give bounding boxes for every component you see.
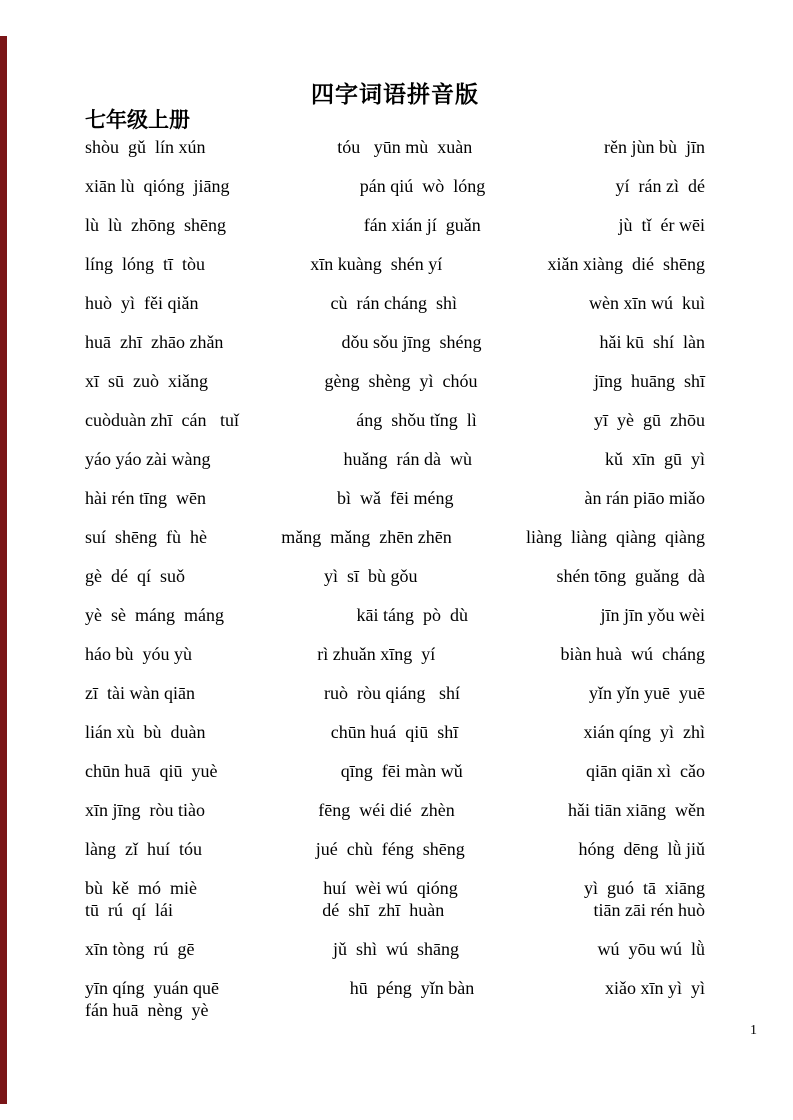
pinyin-phrase: líng lóng tī tòu [85, 254, 206, 274]
pinyin-phrase: yí rán zì dé [615, 176, 705, 196]
pinyin-phrase: yè sè máng máng [85, 605, 224, 625]
pinyin-phrase: qiān qiān xì cǎo [586, 761, 705, 781]
pinyin-phrase: rì zhuǎn xīng yí [317, 644, 436, 664]
pinyin-row [85, 760, 705, 782]
pinyin-row [85, 838, 705, 860]
pinyin-phrase: mǎng mǎng zhēn zhēn [281, 527, 452, 547]
pinyin-phrase: tiān zāi rén huò [593, 900, 705, 920]
pinyin-phrase: yì guó tā xiāng [584, 878, 705, 898]
pinyin-phrase: lù lù zhōng shēng [85, 215, 226, 235]
pinyin-phrase: pán qiú wò lóng [359, 176, 486, 196]
pinyin-row [85, 977, 705, 999]
pinyin-phrase: yì sī bù gǒu [323, 566, 418, 586]
pinyin-phrase: àn rán piāo miǎo [584, 488, 705, 508]
pinyin-phrase: yáo yáo zài wàng [85, 449, 211, 469]
pinyin-phrase: gè dé qí suǒ [85, 566, 185, 586]
pinyin-word-list [85, 136, 705, 1021]
pinyin-phrase: fán xián jí guǎn [363, 215, 481, 235]
pinyin-row [85, 448, 705, 470]
pinyin-phrase: jīn jīn yǒu wèi [600, 605, 705, 625]
pinyin-row [85, 253, 705, 275]
pinyin-phrase: huò yì fěi qiǎn [85, 293, 199, 313]
pinyin-row [85, 877, 705, 899]
pinyin-phrase: kāi táng pò dù [356, 605, 468, 625]
pinyin-row [85, 604, 705, 626]
pinyin-row [85, 409, 705, 431]
pinyin-phrase: xiān lù qióng jiāng [85, 176, 230, 196]
page-edge-strip [0, 36, 7, 1104]
pinyin-phrase: làng zǐ huí tóu [85, 839, 202, 859]
pinyin-row [85, 643, 705, 665]
pinyin-phrase: qīng fēi màn wǔ [340, 761, 463, 781]
pinyin-row [85, 136, 705, 158]
page-content [85, 80, 705, 1021]
pinyin-phrase: hū péng yǐn bàn [349, 978, 475, 998]
pinyin-row [85, 799, 705, 821]
pinyin-phrase: xī sū zuò xiǎng [85, 371, 208, 391]
pinyin-row [85, 682, 705, 704]
pinyin-row [85, 721, 705, 743]
pinyin-phrase: dǒu sǒu jīng shéng [341, 332, 482, 352]
pinyin-phrase: suí shēng fù hè [85, 527, 207, 547]
pinyin-phrase: xiǎo xīn yì yì [605, 978, 705, 998]
pinyin-phrase: bù kě mó miè [85, 878, 197, 898]
pinyin-phrase: yī yè gū zhōu [594, 410, 705, 430]
section-heading: 七年级上册 [85, 109, 190, 132]
pinyin-phrase: fán huā nèng yè [85, 1000, 209, 1020]
pinyin-phrase: ruò ròu qiáng shí [324, 683, 460, 703]
pinyin-row [85, 565, 705, 587]
pinyin-phrase: chūn huá qiū shī [330, 722, 459, 742]
pinyin-phrase: lián xù bù duàn [85, 722, 206, 742]
pinyin-phrase: fēng wéi dié zhèn [318, 800, 455, 820]
pinyin-phrase: xiǎn xiàng dié shēng [547, 254, 705, 274]
pinyin-phrase: jīng huāng shī [593, 371, 705, 391]
pinyin-phrase: hóng dēng lǜ jiǔ [578, 839, 705, 859]
pinyin-phrase: huí wèi wú qióng [323, 878, 458, 898]
pinyin-phrase: xián qíng yì zhì [583, 722, 705, 742]
pinyin-phrase: jué chù féng shēng [315, 839, 465, 859]
pinyin-phrase: bì wǎ fēi méng [337, 488, 454, 508]
pinyin-row [85, 938, 705, 960]
pinyin-phrase: shén tōng guǎng dà [556, 566, 705, 586]
pinyin-row [85, 999, 705, 1021]
pinyin-phrase: cuòduàn zhī cán tuǐ [85, 410, 239, 430]
pinyin-phrase: yǐn yǐn yuē yuē [589, 683, 705, 703]
pinyin-phrase: xīn tòng rú gē [85, 939, 195, 959]
pinyin-phrase: wèn xīn wú kuì [588, 293, 705, 313]
pinyin-phrase: xīn kuàng shén yí [310, 254, 443, 274]
pinyin-phrase: huǎng rán dà wù [343, 449, 472, 469]
pinyin-phrase: rěn jùn bù jīn [603, 137, 705, 157]
pinyin-phrase: kǔ xīn gū yì [604, 449, 705, 469]
pinyin-phrase: yīn qíng yuán quē [85, 978, 219, 998]
pinyin-row [85, 487, 705, 509]
pinyin-phrase: gèng shèng yì chóu [324, 371, 478, 391]
pinyin-phrase: zī tài wàn qiān [85, 683, 195, 703]
page-number: 1 [750, 1023, 757, 1038]
pinyin-phrase: tóu yūn mù xuàn [337, 137, 473, 157]
pinyin-phrase: hài rén tīng wēn [85, 488, 206, 508]
pinyin-phrase: chūn huā qiū yuè [85, 761, 218, 781]
pinyin-row [85, 899, 705, 921]
pinyin-phrase: huā zhī zhāo zhǎn [85, 332, 224, 352]
pinyin-phrase: hǎi tiān xiāng wěn [568, 800, 705, 820]
pinyin-phrase: cù rán cháng shì [330, 293, 457, 313]
pinyin-phrase: jǔ shì wú shāng [333, 939, 459, 959]
pinyin-row [85, 526, 705, 548]
pinyin-row [85, 214, 705, 236]
pinyin-phrase: tū rú qí lái [85, 900, 173, 920]
pinyin-phrase: liàng liàng qiàng qiàng [526, 527, 705, 547]
pinyin-row [85, 292, 705, 314]
pinyin-phrase: wú yōu wú lǜ [597, 939, 705, 959]
pinyin-row [85, 331, 705, 353]
pinyin-phrase: áng shǒu tǐng lì [356, 410, 477, 430]
pinyin-phrase: xīn jīng ròu tiào [85, 800, 205, 820]
pinyin-phrase: háo bù yóu yù [85, 644, 192, 664]
pinyin-phrase: shòu gǔ lín xún [85, 137, 206, 157]
pinyin-phrase: dé shī zhī huàn [322, 900, 445, 920]
pinyin-phrase: jù tǐ ér wēi [618, 215, 705, 235]
pinyin-row [85, 370, 705, 392]
pinyin-phrase: biàn huà wú cháng [560, 644, 705, 664]
pinyin-row [85, 175, 705, 197]
pinyin-phrase: hǎi kū shí làn [599, 332, 705, 352]
document-title: 四字词语拼音版 [311, 81, 479, 107]
